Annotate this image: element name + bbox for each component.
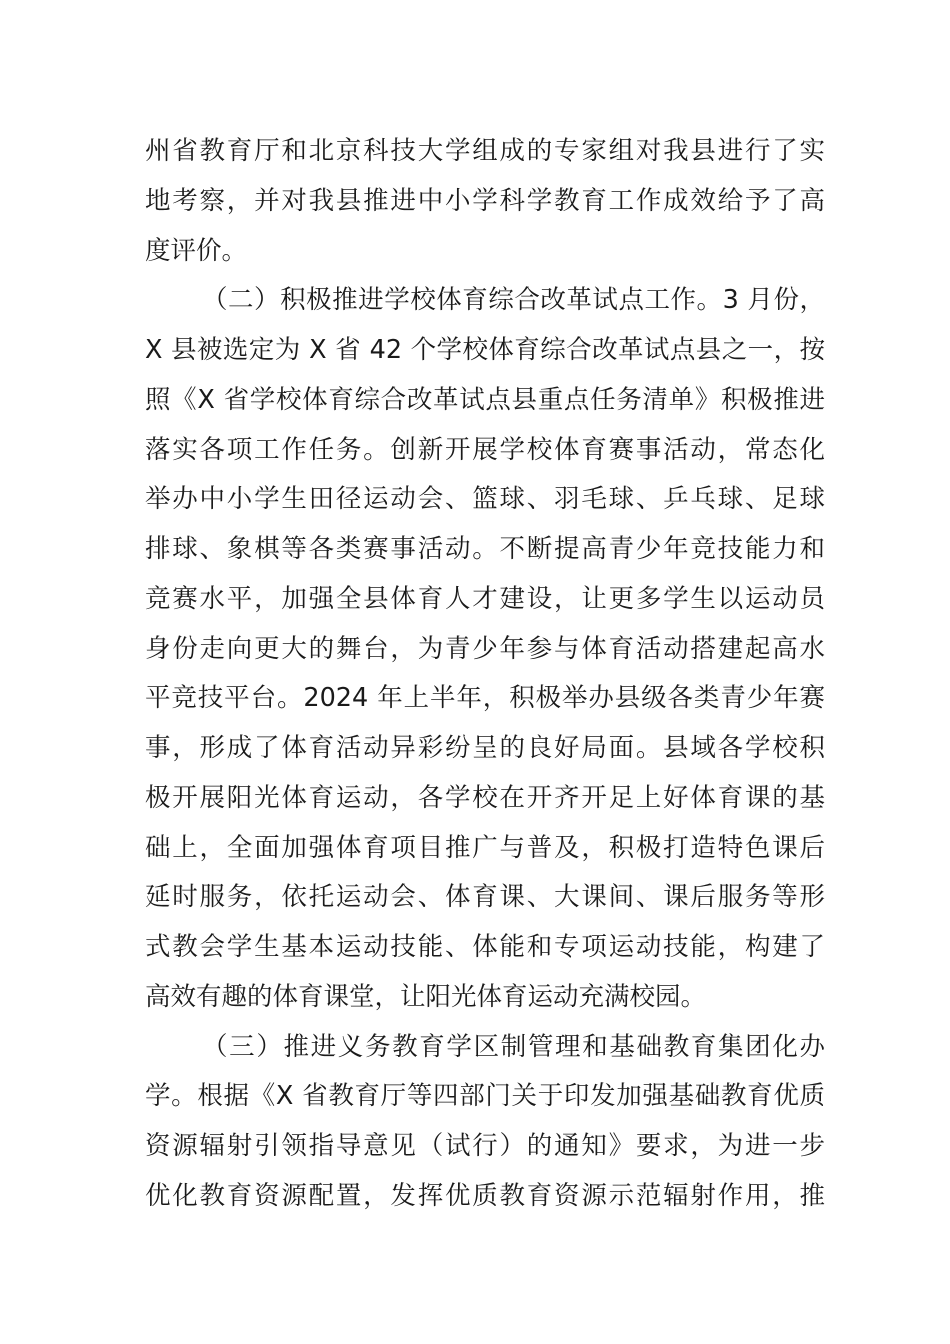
paragraph-2-line-15: 高效有趣的体育课堂，让阳光体育运动充满校园。: [145, 981, 707, 1012]
paragraph-1-line-1: 州省教育厅和北京科技大学组成的专家组对我县进行了实: [145, 136, 825, 166]
paragraph-3-line-4: 优化教育资源配置，发挥优质教育资源示范辐射作用，推: [145, 1180, 825, 1211]
paragraph-2-line-7: 竞赛水平，加强全县体育人才建设，让更多学生以运动员: [145, 583, 825, 614]
paragraph-3-line-2: 学。根据《X 省教育厅等四部门关于印发加强基础教育优质: [145, 1081, 825, 1112]
paragraph-2-line-12: 础上，全面加强体育项目推广与普及，积极打造特色课后: [145, 832, 825, 863]
paragraph-3-line-3: 资源辐射引领指导意见（试行）的通知》要求，为进一步: [145, 1131, 825, 1161]
document-body: [145, 127, 825, 1222]
paragraph-2-line-6: 排球、象棋等各类赛事活动。不断提高青少年竞技能力和: [145, 534, 825, 564]
paragraph-2-line-5: 举办中小学生田径运动会、篮球、羽毛球、乒乓球、足球: [145, 484, 825, 515]
paragraph-3-heading-line: （三）推进义务教育学区制管理和基础教育集团化办: [202, 1031, 825, 1062]
paragraph-2-line-14: 式教会学生基本运动技能、体能和专项运动技能，构建了: [145, 932, 825, 962]
paragraph-2-line-3: 照《X 省学校体育综合改革试点县重点任务清单》积极推进: [145, 384, 825, 415]
paragraph-2-line-2: X 县被选定为 X 省 42 个学校体育综合改革试点县之一，按: [145, 335, 825, 365]
paragraph-2-line-11: 极开展阳光体育运动，各学校在开齐开足上好体育课的基: [145, 782, 825, 813]
paragraph-2-line-9: 平竞技平台。2024 年上半年，积极举办县级各类青少年赛: [145, 683, 825, 714]
paragraph-1-line-2: 地考察，并对我县推进中小学科学教育工作成效给予了高: [145, 185, 825, 216]
paragraph-2-line-13: 延时服务，依托运动会、体育课、大课间、课后服务等形: [145, 882, 825, 913]
paragraph-2-heading-line: （二）积极推进学校体育综合改革试点工作。3 月份，: [202, 285, 825, 316]
paragraph-2-line-8: 身份走向更大的舞台，为青少年参与体育活动搭建起高水: [145, 633, 825, 664]
paragraph-1-line-3: 度评价。: [145, 235, 248, 266]
paragraph-2-line-4: 落实各项工作任务。创新开展学校体育赛事活动，常态化: [145, 434, 825, 465]
paragraph-2-line-10: 事，形成了体育活动异彩纷呈的良好局面。县域各学校积: [145, 733, 825, 763]
